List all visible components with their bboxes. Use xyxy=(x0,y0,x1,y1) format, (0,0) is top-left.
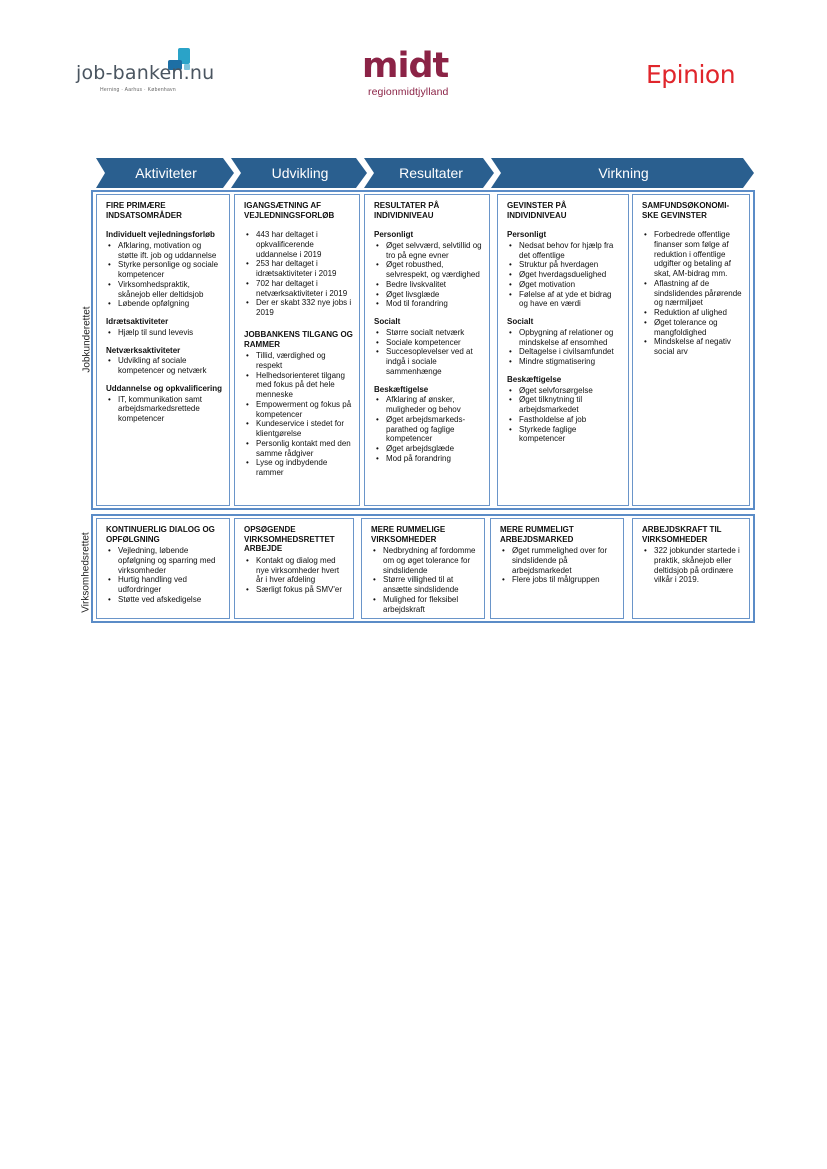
list xyxy=(244,351,353,478)
list-item: • Aflastning af de sindslidendes pårørende og nærmiljøet xyxy=(642,279,743,308)
bottom-col-virkning-arbejdskraft xyxy=(632,518,750,619)
list-item: • Mindre stigmatisering xyxy=(507,357,622,367)
list-item: • Nedbrydning af fordomme om og øget tolerance for sindslidende xyxy=(371,546,478,575)
list-item: • Løbende opfølgning xyxy=(106,299,223,309)
col-title: FIRE PRIMÆRE INDSATSOMRÅDER xyxy=(106,201,182,220)
list-item: • Kontakt og dialog med nye virksomheder hvert år i hver afdeling xyxy=(244,556,347,585)
list-item: • Støtte ved afskedigelse xyxy=(106,595,223,605)
list-item: • Øget tilknytning til arbejdsmarkedet xyxy=(507,395,622,415)
section-heading: Socialt xyxy=(507,317,534,327)
section-heading: Personligt xyxy=(374,230,414,240)
list-item: • Større villighed til at ansætte sindslidende xyxy=(371,575,478,595)
list-item: • Forbedrede offentlige finanser som følge af reduktion i offentlige udgifter og betaling af skat, AM-bidrag mm. xyxy=(642,230,743,279)
list xyxy=(371,546,478,614)
top-col-virkning-samfund xyxy=(632,194,750,506)
phase-arrows xyxy=(96,158,754,188)
jobbanken-name: job-banken.nu xyxy=(76,62,215,84)
list-item: • IT, kommunikation samt arbejdsmarkedsrettede kompetencer xyxy=(106,395,223,424)
phase-label-resultater: Resultater xyxy=(399,165,463,181)
list-item: • Opbygning af relationer og mindskelse af ensomhed xyxy=(507,328,622,348)
list-item: • Øget arbejdsmarkeds-parathed og faglige kompetencer xyxy=(374,415,483,444)
list xyxy=(507,241,622,309)
col-title: MERE RUMMELIGT ARBEJDSMARKED xyxy=(500,525,574,544)
jobbanken-sub: Herning · Aarhus · København xyxy=(100,87,176,93)
list-item: • Øget tolerance og mangfoldighed xyxy=(642,318,743,338)
list-item: • Øget hverdagsduelighed xyxy=(507,270,622,280)
col-title: RESULTATER PÅ INDIVIDNIVEAU xyxy=(374,201,440,220)
bottom-col-virkning-marked xyxy=(490,518,624,619)
list xyxy=(642,546,743,585)
list xyxy=(642,230,743,357)
col-title: ARBEJDSKRAFT TIL VIRKSOMHEDER xyxy=(642,525,722,544)
list-item: • Øget selvværd, selvtillid og tro på egne evner xyxy=(374,241,483,261)
section-heading: Idrætsaktiviteter xyxy=(106,317,169,327)
bottom-col-resultater xyxy=(361,518,485,619)
list xyxy=(374,241,483,309)
list-item: • Øget robusthed, selvrespekt, og værdighed xyxy=(374,260,483,280)
list-item: • Struktur på hverdagen xyxy=(507,260,622,270)
bottom-col-aktiviteter xyxy=(96,518,230,619)
col-title: IGANGSÆTNING AF VEJLEDNINGSFORLØB xyxy=(244,201,335,220)
list xyxy=(507,386,622,445)
col-title: SAMFUNDSØKONOMI-SKE GEVINSTER xyxy=(642,201,730,220)
epinion-logo: Epinion xyxy=(646,60,736,89)
list-item: • Bedre livskvalitet xyxy=(374,280,483,290)
list-item: • Fastholdelse af job xyxy=(507,415,622,425)
section-heading: Beskæftigelse xyxy=(374,384,429,394)
col-title: OPSØGENDE VIRKSOMHEDSRETTET ARBEJDE xyxy=(244,525,335,554)
list-item: • Øget motivation xyxy=(507,280,622,290)
list-item: • Styrke personlige og sociale kompetencer xyxy=(106,260,223,280)
top-col-virkning-individ xyxy=(497,194,629,506)
list-item: • 322 jobkunder startede i praktik, skånejob eller deltidsjob på ordinære vilkår i 2019. xyxy=(642,546,743,585)
side-label-jobkunderettet: Jobkunderettet xyxy=(81,306,93,373)
list-item: • Virksomhedspraktik, skånejob eller deltidsjob xyxy=(106,280,223,300)
list-item: • Hjælp til sund levevis xyxy=(106,328,223,338)
list-item: • Vejledning, løbende opfølgning og sparring med virksomheder xyxy=(106,546,223,575)
list xyxy=(244,230,353,318)
list-item: • Afklaring af ønsker, muligheder og behov xyxy=(374,395,483,415)
list-item: • Reduktion af ulighed xyxy=(642,308,743,318)
list xyxy=(374,395,483,463)
list-item: • Der er skabt 332 nye jobs i 2019 xyxy=(244,298,353,318)
list-item: • Udvikling af sociale kompetencer og netværk xyxy=(106,356,223,376)
list-item: • Øget arbejdsglæde xyxy=(374,444,483,454)
list-item: • Afklaring, motivation og støtte ift. job og uddannelse xyxy=(106,241,223,261)
section-heading: Uddannelse og opkvalificering xyxy=(106,383,223,393)
section-heading: Netværksaktiviteter xyxy=(106,345,181,355)
jobbanken-logo xyxy=(76,48,216,98)
list-item: • Kundeservice i stedet for klientgørelse xyxy=(244,419,353,439)
list-item: • Øget livsglæde xyxy=(374,290,483,300)
list-item: • Styrkede faglige kompetencer xyxy=(507,425,622,445)
list-item: • Tillid, værdighed og respekt xyxy=(244,351,353,371)
midt-sub: regionmidtjylland xyxy=(368,86,449,98)
col-title: MERE RUMMELIGE VIRKSOMHEDER xyxy=(371,525,446,544)
list-item: • Øget rummelighed over for sindslidende på arbejdsmarkedet xyxy=(500,546,617,575)
top-col-resultater xyxy=(364,194,490,506)
list-item: • Større socialt netværk xyxy=(374,328,483,338)
list-item: • Nedsat behov for hjælp fra det offentlige xyxy=(507,241,622,261)
list-item: • Hurtig handling ved udfordringer xyxy=(106,575,223,595)
list xyxy=(106,395,223,424)
col-title: GEVINSTER PÅ INDIVIDNIVEAU xyxy=(507,201,567,220)
list-item: • Mod på forandring xyxy=(374,454,483,464)
list-item: • Mulighed for fleksibel arbejdskraft xyxy=(371,595,478,615)
list xyxy=(507,328,622,367)
side-label-virksomhedsrettet: Virksomhedsrettet xyxy=(80,532,92,613)
section-heading: Personligt xyxy=(507,230,547,240)
list-item: • Flere jobs til målgruppen xyxy=(500,575,617,585)
list xyxy=(106,356,223,376)
list-item: • Deltagelse i civilsamfundet xyxy=(507,347,622,357)
list xyxy=(500,546,617,585)
list-item: • Personlig kontakt med den samme rådgiver xyxy=(244,439,353,459)
list-item: • Lyse og indbydende rammer xyxy=(244,458,353,478)
region-midt-logo xyxy=(362,46,462,98)
list-item: • Særligt fokus på SMV'er xyxy=(244,585,347,595)
section-heading: Beskæftigelse xyxy=(507,374,562,384)
bottom-col-udvikling xyxy=(234,518,354,619)
phase-label-udvikling: Udvikling xyxy=(271,165,329,181)
list-item: • Mod til forandring xyxy=(374,299,483,309)
list-item: • Empowerment og fokus på kompetencer xyxy=(244,400,353,420)
list-item: • Helhedsorienteret tilgang med fokus på det hele menneske xyxy=(244,371,353,400)
midt-word: midt xyxy=(362,46,449,86)
section-heading: Individuelt vejledningsforløb xyxy=(106,230,215,240)
list xyxy=(106,546,223,605)
list-item: • 253 har deltaget i idrætsaktiviteter i 2019 xyxy=(244,259,353,279)
list-item: • 702 har deltaget i netværksaktiviteter i 2019 xyxy=(244,279,353,299)
top-col-udvikling xyxy=(234,194,360,506)
top-col-aktiviteter xyxy=(96,194,230,506)
list-item: • Mindskelse af negativ social arv xyxy=(642,337,743,357)
list xyxy=(244,556,347,595)
section-heading: Socialt xyxy=(374,317,401,327)
list-item: • 443 har deltaget i opkvalificerende uddannelse i 2019 xyxy=(244,230,353,259)
list-item: • Øget selvforsørgelse xyxy=(507,386,622,396)
list xyxy=(106,241,223,309)
list xyxy=(374,328,483,377)
list-item: • Følelse af at yde et bidrag og have en værdi xyxy=(507,290,622,310)
list xyxy=(106,328,223,338)
col-title: KONTINUERLIG DIALOG OG OPFØLGNING xyxy=(106,525,215,544)
phase-label-virkning: Virkning xyxy=(598,165,649,181)
list-item: • Sociale kompetencer xyxy=(374,338,483,348)
phase-label-aktiviteter: Aktiviteter xyxy=(135,165,197,181)
list-item: • Succesoplevelser ved at indgå i sociale sammenhænge xyxy=(374,347,483,376)
col-subtitle: JOBBANKENS TILGANG OG RAMMER xyxy=(244,329,353,349)
